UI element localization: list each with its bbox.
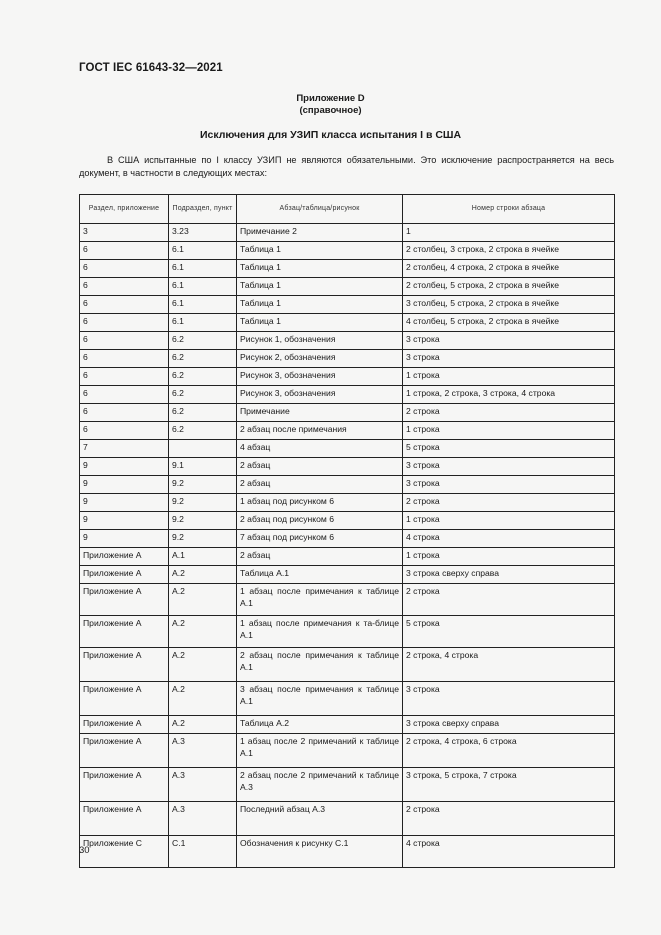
cell-paragraph: 2 абзац после примечания к таблице А.1 bbox=[237, 648, 403, 682]
cell-line-number: 2 строка bbox=[403, 802, 615, 836]
cell-paragraph: Рисунок 3, обозначения bbox=[237, 368, 403, 386]
cell-line-number: 4 столбец, 5 строка, 2 строка в ячейке bbox=[403, 314, 615, 332]
cell-paragraph: 4 абзац bbox=[237, 440, 403, 458]
cell-section: 6 bbox=[80, 332, 169, 350]
cell-subsection: А.3 bbox=[169, 768, 237, 802]
cell-line-number: 4 строка bbox=[403, 530, 615, 548]
table-row bbox=[80, 458, 615, 476]
cell-line-number: 3 строка bbox=[403, 332, 615, 350]
table-row bbox=[80, 476, 615, 494]
cell-paragraph: Таблица 1 bbox=[237, 296, 403, 314]
cell-subsection: А.2 bbox=[169, 648, 237, 682]
cell-paragraph: 2 абзац bbox=[237, 458, 403, 476]
header-line-number: Номер строки абзаца bbox=[403, 195, 615, 224]
annex-title: Приложение D bbox=[296, 93, 365, 104]
cell-line-number: 3 строка сверху справа bbox=[403, 716, 615, 734]
intro-text: В США испытанные по I классу УЗИП не являются обязательными. Это исключение распространяется на весь документ, в частности в следующих местах: bbox=[79, 155, 614, 178]
table-row bbox=[80, 404, 615, 422]
cell-line-number: 3 строка bbox=[403, 476, 615, 494]
cell-section: 7 bbox=[80, 440, 169, 458]
table-row bbox=[80, 530, 615, 548]
cell-paragraph: Таблица А.1 bbox=[237, 566, 403, 584]
cell-subsection: А.3 bbox=[169, 802, 237, 836]
cell-paragraph: Обозначения к рисунку С.1 bbox=[237, 836, 403, 868]
cell-section: 6 bbox=[80, 278, 169, 296]
cell-section: Приложение А bbox=[80, 768, 169, 802]
cell-section: Приложение С bbox=[80, 836, 169, 868]
cell-paragraph: Таблица 1 bbox=[237, 314, 403, 332]
cell-paragraph: Последний абзац А.3 bbox=[237, 802, 403, 836]
annex-subtitle: (справочное) bbox=[299, 105, 362, 116]
cell-subsection: А.2 bbox=[169, 716, 237, 734]
cell-line-number: 3 строка, 5 строка, 7 строка bbox=[403, 768, 615, 802]
table-row bbox=[80, 242, 615, 260]
cell-subsection: 6.2 bbox=[169, 386, 237, 404]
cell-line-number: 4 строка bbox=[403, 836, 615, 868]
cell-subsection: 6.2 bbox=[169, 350, 237, 368]
cell-paragraph: 3 абзац после примечания к таблице А.1 bbox=[237, 682, 403, 716]
exceptions-table bbox=[79, 194, 615, 868]
cell-section: Приложение А bbox=[80, 648, 169, 682]
intro-paragraph bbox=[79, 154, 614, 180]
cell-subsection: 3.23 bbox=[169, 224, 237, 242]
cell-paragraph: 1 абзац после примечания к таблице А.1 bbox=[237, 584, 403, 616]
table-row bbox=[80, 734, 615, 768]
cell-paragraph: Рисунок 3, обозначения bbox=[237, 386, 403, 404]
page-number: 30 bbox=[79, 845, 90, 856]
cell-section: 6 bbox=[80, 314, 169, 332]
cell-subsection: 6.1 bbox=[169, 296, 237, 314]
cell-paragraph: 2 абзац bbox=[237, 476, 403, 494]
cell-line-number: 1 строка bbox=[403, 368, 615, 386]
cell-section: 6 bbox=[80, 260, 169, 278]
cell-subsection: 6.2 bbox=[169, 332, 237, 350]
section-title: Исключения для УЗИП класса испытания I в США bbox=[199, 129, 462, 141]
cell-line-number: 2 столбец, 3 строка, 2 строка в ячейке bbox=[403, 242, 615, 260]
table-row bbox=[80, 422, 615, 440]
cell-subsection: А.3 bbox=[169, 734, 237, 768]
cell-subsection: А.2 bbox=[169, 616, 237, 648]
cell-subsection: 9.2 bbox=[169, 494, 237, 512]
cell-line-number: 1 строка bbox=[403, 548, 615, 566]
table-row bbox=[80, 440, 615, 458]
cell-paragraph: 1 абзац после примечания к та-блице А.1 bbox=[237, 616, 403, 648]
cell-section: Приложение А bbox=[80, 616, 169, 648]
table-body bbox=[80, 224, 615, 868]
table-row bbox=[80, 224, 615, 242]
cell-section: 6 bbox=[80, 242, 169, 260]
cell-line-number: 3 строка bbox=[403, 682, 615, 716]
cell-paragraph: Таблица 1 bbox=[237, 242, 403, 260]
cell-section: Приложение А bbox=[80, 802, 169, 836]
table-row bbox=[80, 716, 615, 734]
table-row bbox=[80, 260, 615, 278]
cell-line-number: 2 строка bbox=[403, 494, 615, 512]
cell-paragraph: Рисунок 2, обозначения bbox=[237, 350, 403, 368]
cell-section: 6 bbox=[80, 350, 169, 368]
header-section: Раздел, приложение bbox=[80, 195, 169, 224]
table-row bbox=[80, 296, 615, 314]
cell-subsection: 6.1 bbox=[169, 260, 237, 278]
header-paragraph: Абзац/таблица/рисунок bbox=[237, 195, 403, 224]
cell-line-number: 2 столбец, 4 строка, 2 строка в ячейке bbox=[403, 260, 615, 278]
cell-section: 6 bbox=[80, 368, 169, 386]
cell-paragraph: 2 абзац bbox=[237, 548, 403, 566]
cell-section: Приложение А bbox=[80, 548, 169, 566]
cell-subsection: 6.1 bbox=[169, 242, 237, 260]
cell-line-number: 5 строка bbox=[403, 616, 615, 648]
cell-section: 9 bbox=[80, 458, 169, 476]
cell-subsection: С.1 bbox=[169, 836, 237, 868]
cell-line-number: 1 строка, 2 строка, 3 строка, 4 строка bbox=[403, 386, 615, 404]
table-row bbox=[80, 548, 615, 566]
cell-subsection: А.2 bbox=[169, 566, 237, 584]
cell-subsection bbox=[169, 440, 237, 458]
table-row bbox=[80, 616, 615, 648]
cell-line-number: 2 строка bbox=[403, 584, 615, 616]
table-row bbox=[80, 566, 615, 584]
table-row bbox=[80, 836, 615, 868]
table-row bbox=[80, 314, 615, 332]
cell-line-number: 2 столбец, 5 строка, 2 строка в ячейке bbox=[403, 278, 615, 296]
table-row bbox=[80, 350, 615, 368]
table-row bbox=[80, 768, 615, 802]
table-header-row bbox=[80, 195, 615, 224]
table-row bbox=[80, 278, 615, 296]
cell-section: Приложение А bbox=[80, 584, 169, 616]
cell-section: 6 bbox=[80, 404, 169, 422]
cell-line-number: 1 строка bbox=[403, 422, 615, 440]
cell-subsection: 6.2 bbox=[169, 368, 237, 386]
cell-section: Приложение А bbox=[80, 566, 169, 584]
cell-paragraph: 2 абзац под рисунком 6 bbox=[237, 512, 403, 530]
cell-subsection: 6.2 bbox=[169, 422, 237, 440]
table-row bbox=[80, 584, 615, 616]
table-row bbox=[80, 494, 615, 512]
cell-subsection: 9.2 bbox=[169, 476, 237, 494]
cell-paragraph: 7 абзац под рисунком 6 bbox=[237, 530, 403, 548]
cell-section: 9 bbox=[80, 494, 169, 512]
cell-paragraph: Таблица А.2 bbox=[237, 716, 403, 734]
cell-line-number: 3 строка сверху справа bbox=[403, 566, 615, 584]
cell-section: 9 bbox=[80, 476, 169, 494]
cell-subsection: 9.2 bbox=[169, 530, 237, 548]
table-row bbox=[80, 802, 615, 836]
cell-section: Приложение А bbox=[80, 682, 169, 716]
table-row bbox=[80, 368, 615, 386]
cell-line-number: 2 строка bbox=[403, 404, 615, 422]
cell-subsection: 9.1 bbox=[169, 458, 237, 476]
cell-line-number: 1 bbox=[403, 224, 615, 242]
table-row bbox=[80, 682, 615, 716]
cell-line-number: 3 строка bbox=[403, 458, 615, 476]
cell-subsection: А.2 bbox=[169, 584, 237, 616]
cell-paragraph: 1 абзац после 2 примечаний к таблице А.1 bbox=[237, 734, 403, 768]
cell-section: 6 bbox=[80, 296, 169, 314]
table-row bbox=[80, 512, 615, 530]
cell-paragraph: Таблица 1 bbox=[237, 278, 403, 296]
cell-line-number: 2 строка, 4 строка, 6 строка bbox=[403, 734, 615, 768]
annex-heading bbox=[0, 93, 661, 117]
cell-paragraph: Таблица 1 bbox=[237, 260, 403, 278]
standard-header: ГОСТ IEC 61643-32—2021 bbox=[79, 62, 223, 74]
header-subsection: Подраздел, пункт bbox=[169, 195, 237, 224]
cell-subsection: 6.2 bbox=[169, 404, 237, 422]
cell-line-number: 5 строка bbox=[403, 440, 615, 458]
cell-section: 3 bbox=[80, 224, 169, 242]
cell-section: 6 bbox=[80, 386, 169, 404]
cell-section: Приложение А bbox=[80, 716, 169, 734]
cell-paragraph: Примечание bbox=[237, 404, 403, 422]
cell-line-number: 3 столбец, 5 строка, 2 строка в ячейке bbox=[403, 296, 615, 314]
cell-subsection: А.2 bbox=[169, 682, 237, 716]
cell-paragraph: 2 абзац после 2 примечаний к таблице А.3 bbox=[237, 768, 403, 802]
cell-section: 9 bbox=[80, 530, 169, 548]
cell-paragraph: 1 абзац под рисунком 6 bbox=[237, 494, 403, 512]
cell-subsection: 9.2 bbox=[169, 512, 237, 530]
table-row bbox=[80, 648, 615, 682]
cell-line-number: 1 строка bbox=[403, 512, 615, 530]
cell-subsection: А.1 bbox=[169, 548, 237, 566]
table-row bbox=[80, 332, 615, 350]
cell-section: Приложение А bbox=[80, 734, 169, 768]
cell-paragraph: Рисунок 1, обозначения bbox=[237, 332, 403, 350]
cell-subsection: 6.1 bbox=[169, 314, 237, 332]
cell-section: 9 bbox=[80, 512, 169, 530]
cell-line-number: 3 строка bbox=[403, 350, 615, 368]
cell-line-number: 2 строка, 4 строка bbox=[403, 648, 615, 682]
cell-section: 6 bbox=[80, 422, 169, 440]
cell-subsection: 6.1 bbox=[169, 278, 237, 296]
cell-paragraph: Примечание 2 bbox=[237, 224, 403, 242]
table-row bbox=[80, 386, 615, 404]
cell-paragraph: 2 абзац после примечания bbox=[237, 422, 403, 440]
